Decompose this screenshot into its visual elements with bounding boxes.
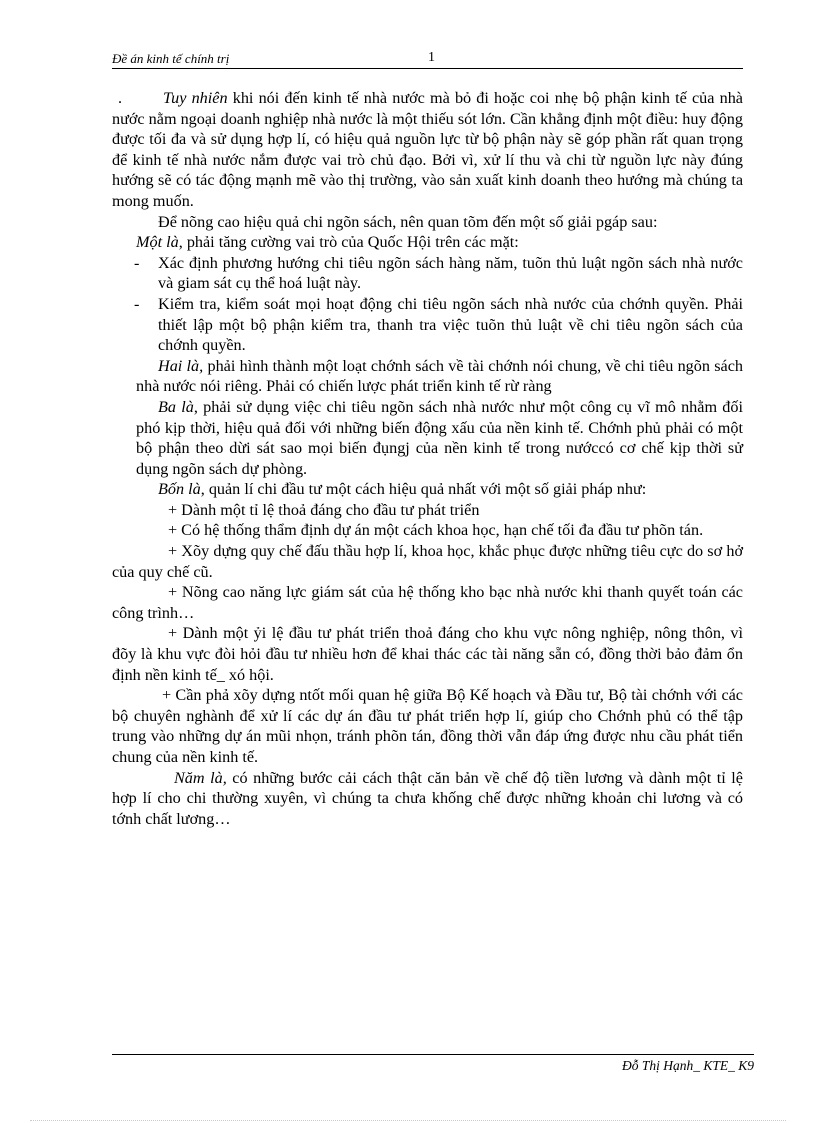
lead-phrase: Bốn là [158, 480, 201, 499]
plus-item: + Xõy dựng quy chế đấu thầu hợp lí, khoa học, khắc phục được những tiêu cực do sơ hở của quy chế cũ. [112, 542, 743, 581]
dash-marker: - [134, 294, 140, 313]
stray-dot: . [118, 89, 123, 107]
plus-item: + Có hệ thống thẩm định dự án một cách khoa học, hạn chế tối đa đầu tư phõn tán. [168, 521, 704, 540]
paragraph-intro-solutions: Để nõng cao hiệu quả chi ngõn sách, nên quan tõm đến một số giải pgáp sau: [158, 212, 658, 231]
paragraph-ba-la: Ba là, phải sử dụng việc chi tiêu ngõn sách nhà nước như một công cụ vĩ mô nhằm đối phó kịp thời, hiệu quả đối với những biến động xấu của nền kinh tế. Chớnh phủ phải có một bộ phận theo dừi sát sao mọi biến đụngj của nền kinh tế trong nướccó cơ chế kịp thời sử dụng ngõn sách dự phòng. [136, 397, 743, 478]
dash-marker: - [134, 253, 140, 272]
paragraph-nam-la: Năm là, có những bước cải cách thật căn bản về chế độ tiền lương và dành một tỉ lệ hợp lí cho chi thường xuyên, vì chúng ta chưa khống chế được những khoản chi lương và có tớnh chất lương… [112, 768, 743, 828]
lead-phrase: Hai là, [158, 356, 204, 375]
dash-item: - Kiểm tra, kiểm soát mọi hoạt động chi tiêu ngõn sách nhà nước của chớnh quyền. Phải thiết lập một bộ phận kiểm tra, thanh tra việc tuõn thủ luật về chi tiêu ngõn sách của chớnh quyền. [134, 294, 743, 355]
plus-item: + Dành một tỉ lệ thoả đáng cho đầu tư phát triển [168, 500, 480, 519]
paragraph-mot-la: Một là, phải tăng cường vai trò của Quốc Hội trên các mặt: [136, 233, 519, 252]
plus-item: + Cần phả xõy dựng ntốt mối quan hệ giữa Bộ Kế hoạch và Đầu tư, Bộ tài chớnh với các bộ chuyên nghành để xử lí các dự án đầu tư phát triển hợp lí, giúp cho Chớnh phủ có thể tập trung vào những dự án mũi nhọn, tránh phõn tán, đồng thời vẫn đáp ứng được nhu cầu phát tiển chung của nền kinh tế. [112, 686, 743, 766]
lead-phrase: Tuy nhiên [163, 89, 228, 107]
lead-phrase: Ba là [158, 397, 194, 416]
footer-divider [112, 1054, 754, 1055]
page-header [112, 50, 743, 69]
document-title: Đề án kinh tế chính trị [112, 51, 230, 66]
dash-item: - Xác định phương hướng chi tiêu ngõn sách hàng năm, tuõn thủ luật ngõn sách nhà nước và giam sát cụ thể hoá luật này. [134, 253, 743, 293]
paragraph-tuy-nhien: . Tuy nhiên khi nói đến kinh tế nhà nước mà bỏ đi hoặc coi nhẹ bộ phận kinh tế của nhà nước nằm ngoại doanh nghiệp nhà nước là một thiếu sót lớn. Cần khẳng định một điều: huy động được tối đa và sử dụng hợp lí, có hiệu quả nguồn lực từ bộ phận này sẽ góp phần rất quan trọng để kinh tế nhà nước nắm được vai trò chủ đạo. Bởi vì, xử lí thu và chi từ nguồn lực này đúng hướng sẽ có tác động mạnh mẽ vào thị trường, vào sản xuất kinh doanh theo hướng mà chúng ta mong muốn. [112, 89, 743, 210]
plus-item: + Nõng cao năng lực giám sát của hệ thống kho bạc nhà nước khi thanh quyết toán các công trình… [112, 583, 743, 622]
paragraph-hai-la: Hai là, phải hình thành một loạt chớnh sách về tài chớnh nói chung, về chi tiêu ngõn sách nhà nước nói riêng. Phải có chiến lược phát triển kinh tế rừ ràng [136, 356, 743, 396]
paragraph-bon-la: Bốn là, quản lí chi đầu tư một cách hiệu quả nhất với một số giải pháp như: [158, 480, 647, 499]
lead-phrase: Năm là, [174, 768, 227, 787]
page-number: 1 [428, 50, 435, 65]
page-bottom-dotted-line [30, 1120, 786, 1121]
plus-item: + Dành một ỷi lệ đầu tư phát triển thoả đáng cho khu vực nông nghiệp, nông thôn, vì đõy là khu vực đòi hỏi đầu tư nhiều hơn để khai thác các tài năng sẵn có, đồng thời bảo đảm ổn định nền kinh tế_ xó hội. [112, 624, 743, 684]
footer-author: Đỗ Thị Hạnh_ KTE_ K9 [621, 1058, 754, 1073]
document-body [112, 88, 743, 829]
lead-phrase: Một là [136, 233, 179, 252]
